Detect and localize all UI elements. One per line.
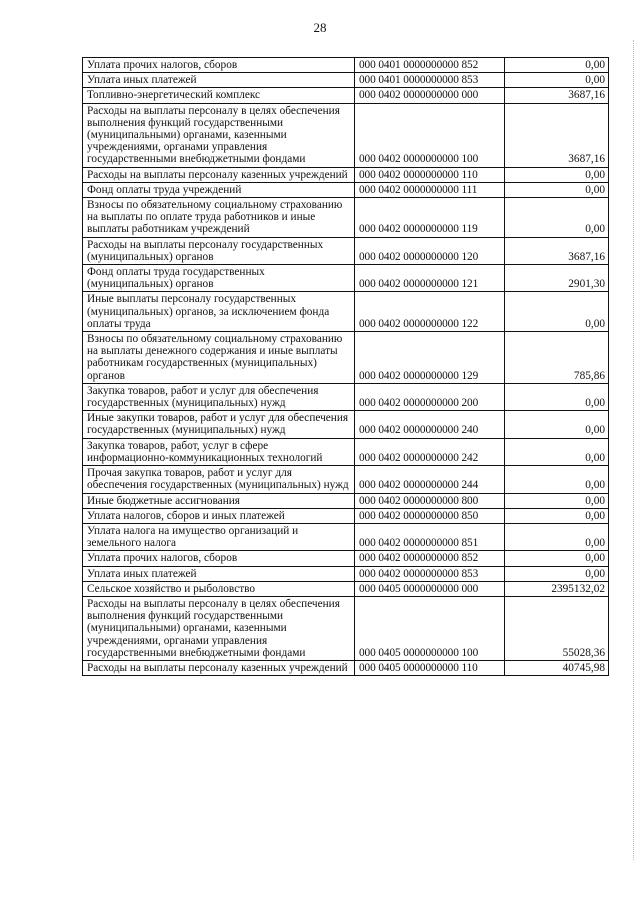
row-name: Уплата налогов, сборов и иных платежей xyxy=(83,508,355,523)
row-amount: 0,00 xyxy=(505,438,609,465)
row-code: 000 0402 0000000000 120 xyxy=(355,237,505,264)
table-row xyxy=(83,523,609,550)
row-code: 000 0405 0000000000 000 xyxy=(355,581,505,596)
row-amount: 2901,30 xyxy=(505,265,609,292)
row-code: 000 0402 0000000000 129 xyxy=(355,332,505,384)
row-name: Уплата прочих налогов, сборов xyxy=(83,551,355,566)
row-name: Фонд оплаты труда государственных (муниципальных) органов xyxy=(83,265,355,292)
row-code: 000 0405 0000000000 110 xyxy=(355,660,505,675)
row-name: Иные закупки товаров, работ и услуг для обеспечения государственных (муниципальных) нужд xyxy=(83,411,355,438)
row-amount: 0,00 xyxy=(505,493,609,508)
row-name: Расходы на выплаты персоналу в целях обеспечения выполнения функций государственными (муниципальными) органами, казенными учреждениями, органами управления государственными внебюджетными фондами xyxy=(83,103,355,167)
row-code: 000 0402 0000000000 110 xyxy=(355,167,505,182)
row-name: Уплата прочих налогов, сборов xyxy=(83,58,355,73)
row-amount: 3687,16 xyxy=(505,88,609,103)
row-name: Расходы на выплаты персоналу в целях обеспечения выполнения функций государственными (муниципальными) органами, казенными учреждениями, органами управления государственными внебюджетными фондами xyxy=(83,596,355,660)
row-amount: 40745,98 xyxy=(505,660,609,675)
row-code: 000 0402 0000000000 240 xyxy=(355,411,505,438)
row-code: 000 0402 0000000000 242 xyxy=(355,438,505,465)
row-amount: 0,00 xyxy=(505,383,609,410)
row-name: Прочая закупка товаров, работ и услуг для обеспечения государственных (муниципальных) нужд xyxy=(83,466,355,493)
row-name: Закупка товаров, работ, услуг в сфере информационно-коммуникационных технологий xyxy=(83,438,355,465)
row-code: 000 0402 0000000000 122 xyxy=(355,292,505,332)
row-amount: 0,00 xyxy=(505,411,609,438)
budget-table xyxy=(82,57,609,676)
budget-table-body xyxy=(83,58,609,676)
row-amount: 0,00 xyxy=(505,551,609,566)
row-code: 000 0401 0000000000 853 xyxy=(355,73,505,88)
row-amount: 0,00 xyxy=(505,566,609,581)
page-edge-mark xyxy=(631,40,634,860)
table-row xyxy=(83,493,609,508)
row-name: Расходы на выплаты персоналу государственных (муниципальных) органов xyxy=(83,237,355,264)
row-code: 000 0402 0000000000 200 xyxy=(355,383,505,410)
row-code: 000 0402 0000000000 111 xyxy=(355,182,505,197)
row-amount: 0,00 xyxy=(505,167,609,182)
page-number: 28 xyxy=(313,20,327,35)
row-name: Уплата иных платежей xyxy=(83,73,355,88)
table-row xyxy=(83,58,609,73)
row-amount: 2395132,02 xyxy=(505,581,609,596)
table-row xyxy=(83,383,609,410)
row-code: 000 0402 0000000000 100 xyxy=(355,103,505,167)
table-row xyxy=(83,167,609,182)
row-code: 000 0405 0000000000 100 xyxy=(355,596,505,660)
row-name: Закупка товаров, работ и услуг для обеспечения государственных (муниципальных) нужд xyxy=(83,383,355,410)
row-code: 000 0402 0000000000 000 xyxy=(355,88,505,103)
row-amount: 785,86 xyxy=(505,332,609,384)
row-amount: 0,00 xyxy=(505,198,609,238)
row-amount: 0,00 xyxy=(505,58,609,73)
row-amount: 3687,16 xyxy=(505,103,609,167)
table-row xyxy=(83,198,609,238)
row-name: Фонд оплаты труда учреждений xyxy=(83,182,355,197)
row-name: Взносы по обязательному социальному страхованию на выплаты денежного содержания и иные выплаты работникам государственных (муниципальных) органов xyxy=(83,332,355,384)
row-amount: 0,00 xyxy=(505,292,609,332)
row-name: Расходы на выплаты персоналу казенных учреждений xyxy=(83,660,355,675)
row-amount: 0,00 xyxy=(505,523,609,550)
row-code: 000 0402 0000000000 244 xyxy=(355,466,505,493)
row-amount: 3687,16 xyxy=(505,237,609,264)
table-row xyxy=(83,660,609,675)
table-row xyxy=(83,566,609,581)
row-amount: 0,00 xyxy=(505,73,609,88)
row-code: 000 0402 0000000000 850 xyxy=(355,508,505,523)
table-row xyxy=(83,508,609,523)
row-name: Взносы по обязательному социальному страхованию на выплаты по оплате труда работников и иные выплаты работникам учреждений xyxy=(83,198,355,238)
row-code: 000 0402 0000000000 852 xyxy=(355,551,505,566)
row-name: Расходы на выплаты персоналу казенных учреждений xyxy=(83,167,355,182)
row-name: Топливно-энергетический комплекс xyxy=(83,88,355,103)
row-code: 000 0402 0000000000 119 xyxy=(355,198,505,238)
row-name: Уплата иных платежей xyxy=(83,566,355,581)
row-amount: 55028,36 xyxy=(505,596,609,660)
table-row xyxy=(83,596,609,660)
table-row xyxy=(83,88,609,103)
row-name: Иные выплаты персоналу государственных (муниципальных) органов, за исключением фонда оплаты труда xyxy=(83,292,355,332)
table-row xyxy=(83,182,609,197)
table-row xyxy=(83,581,609,596)
table-row xyxy=(83,438,609,465)
row-code: 000 0402 0000000000 121 xyxy=(355,265,505,292)
row-code: 000 0402 0000000000 800 xyxy=(355,493,505,508)
table-row xyxy=(83,237,609,264)
row-name: Иные бюджетные ассигнования xyxy=(83,493,355,508)
table-row xyxy=(83,332,609,384)
table-row xyxy=(83,103,609,167)
table-row xyxy=(83,73,609,88)
row-amount: 0,00 xyxy=(505,508,609,523)
row-name: Уплата налога на имущество организаций и земельного налога xyxy=(83,523,355,550)
row-code: 000 0401 0000000000 852 xyxy=(355,58,505,73)
table-row xyxy=(83,265,609,292)
row-code: 000 0402 0000000000 853 xyxy=(355,566,505,581)
row-code: 000 0402 0000000000 851 xyxy=(355,523,505,550)
table-row xyxy=(83,551,609,566)
table-row xyxy=(83,292,609,332)
row-amount: 0,00 xyxy=(505,466,609,493)
row-name: Сельское хозяйство и рыболовство xyxy=(83,581,355,596)
row-amount: 0,00 xyxy=(505,182,609,197)
table-row xyxy=(83,466,609,493)
table-row xyxy=(83,411,609,438)
